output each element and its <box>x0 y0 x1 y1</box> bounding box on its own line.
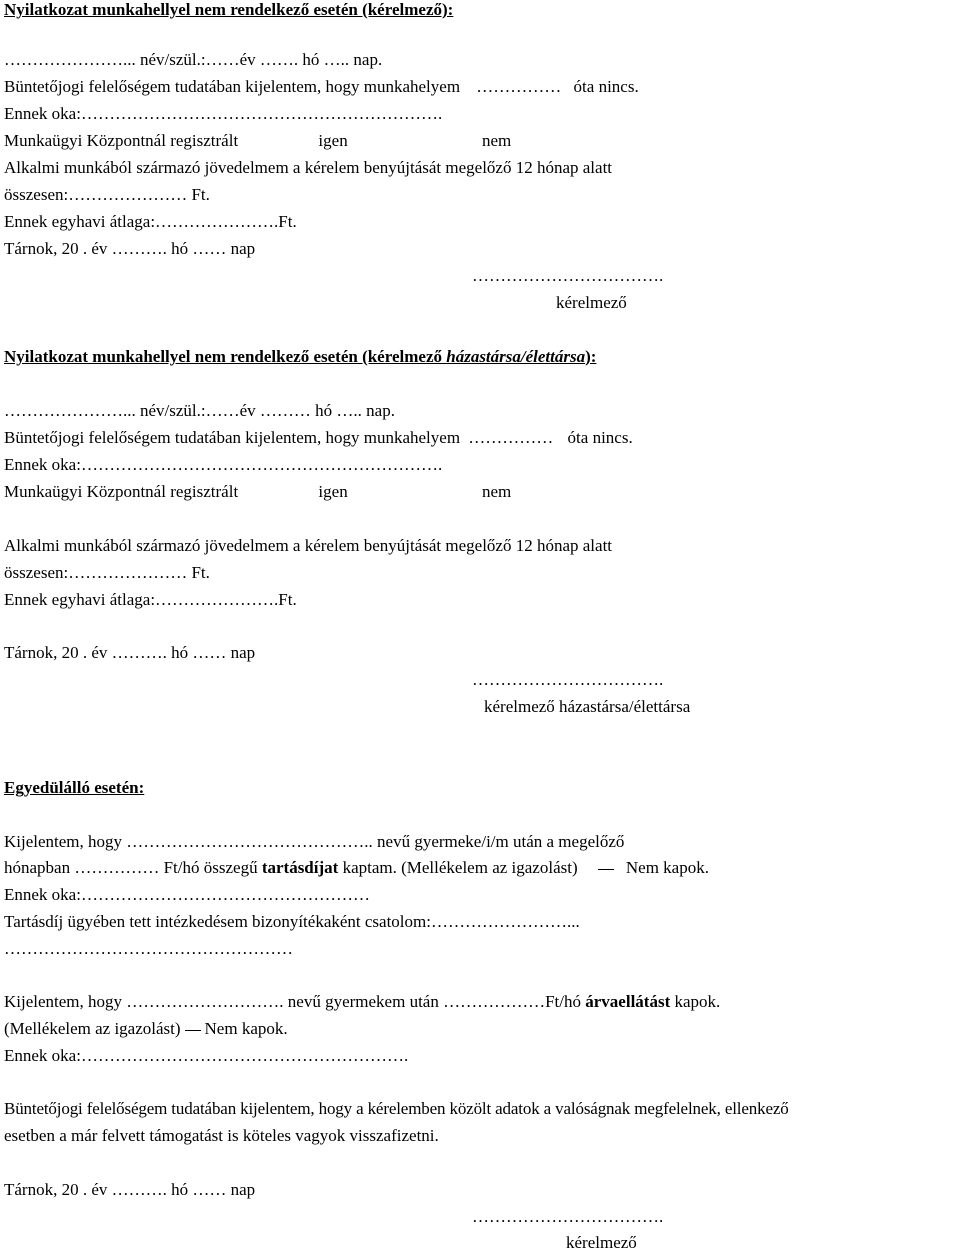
section2-reason-line: Ennek oka:………………………………………………………. <box>4 455 443 474</box>
section3-line7-text: (Mellékelem az igazolást) <box>4 1019 181 1038</box>
section3-line8: Ennek oka:…………………………………………………. <box>4 1046 409 1065</box>
section3-line6-text: Kijelentem, hogy ………………………. nevű gyermekem után ………………Ft/hó <box>4 992 586 1011</box>
section2-registered-label: Munkaügyi Központnál regisztrált <box>4 482 239 501</box>
section3-line1: Kijelentem, hogy …………………………………….. nevű gyermeke/i/m után a megelőző <box>4 832 625 851</box>
section3-signature-label: kérelmező <box>566 1233 637 1252</box>
section1-registered-no: nem <box>481 131 512 150</box>
section3-line3: Ennek oka:…………………………………………… <box>4 885 370 904</box>
section1-total-line: összesen:………………… Ft. <box>4 185 210 204</box>
section1-criminal-text: Büntetőjogi felelőségem tudatában kijelentem, hogy munkahelyem <box>4 77 461 96</box>
section2-name-line: …………………... név/szül.:……év ……… hó ….. nap. <box>4 401 395 420</box>
section3-line6-bold: árvaellátást <box>585 992 671 1011</box>
section1-reason-line: Ennek oka:………………………………………………………. <box>4 104 443 123</box>
section3-line4: Tartásdíj ügyében tett intézkedésem bizonyítékaként csatolom:……………………... <box>4 912 580 931</box>
section3-line6 <box>4 992 720 1012</box>
section1-average-line: Ennek egyhavi átlaga:………………….Ft. <box>4 212 297 231</box>
section2-heading-text: Nyilatkozat munkahellyel nem rendelkező esetén (kérelmező <box>4 347 447 366</box>
section2-heading-italic: házastársa/élettársa <box>446 347 586 366</box>
section3-line6-end: kapok. <box>670 992 721 1011</box>
section1-signature-dots: ……………………………. <box>472 266 664 285</box>
section1-registered-line <box>4 131 511 151</box>
section3-line9: Büntetőjogi felelőségem tudatában kijelentem, hogy a kérelemben közölt adatok a valóságnak megfelelnek, ellenkező <box>4 1099 789 1118</box>
section2-criminal-line <box>4 428 633 448</box>
section2-registered-line <box>4 482 511 502</box>
section1-place-date: Tárnok, 20 . év ………. hó …… nap <box>4 239 256 258</box>
section3-place-date: Tárnok, 20 . év ………. hó …… nap <box>4 1180 256 1199</box>
section1-registered-label: Munkaügyi Központnál regisztrált <box>4 131 239 150</box>
section2-criminal-text: Büntetőjogi felelőségem tudatában kijelentem, hogy munkahelyem <box>4 428 461 447</box>
section3-line2 <box>4 858 709 878</box>
section2-registered-yes: igen <box>318 482 348 501</box>
dash-mark <box>185 1030 201 1031</box>
section1-registered-yes: igen <box>318 131 348 150</box>
section2-heading <box>4 347 596 367</box>
section2-heading-end: ): <box>585 347 597 366</box>
section3-line10: esetben a már felvett támogatást is köteles vagyok visszafizetni. <box>4 1126 439 1145</box>
section3-line2-bold: tartásdíjat <box>261 858 339 877</box>
section2-place-date: Tárnok, 20 . év ………. hó …… nap <box>4 643 256 662</box>
section2-average-line: Ennek egyhavi átlaga:………………….Ft. <box>4 590 297 609</box>
section1-criminal-line <box>4 77 639 97</box>
section1-income-line: Alkalmi munkából származó jövedelmem a kérelem benyújtását megelőző 12 hónap alatt <box>4 158 613 177</box>
section2-income-line: Alkalmi munkából származó jövedelmem a kérelem benyújtását megelőző 12 hónap alatt <box>4 536 613 555</box>
section2-signature-dots: ……………………………. <box>472 670 664 689</box>
section3-heading: Egyedülálló esetén: <box>4 778 145 797</box>
section2-total-line: összesen:………………… Ft. <box>4 563 210 582</box>
section1-criminal-dots: …………… <box>476 77 562 96</box>
section3-signature-dots: ……………………………. <box>472 1207 664 1226</box>
section3-line5: …………………………………………… <box>4 939 293 958</box>
section1-heading: Nyilatkozat munkahellyel nem rendelkező esetén (kérelmező): <box>4 0 454 19</box>
section1-criminal-end: óta nincs. <box>573 77 639 96</box>
section3-line2-text: hónapban …………… Ft/hó összegű <box>4 858 262 877</box>
section3-line7-nem: Nem kapok. <box>204 1019 288 1038</box>
section3-line2-nem: Nem kapok. <box>625 858 709 877</box>
section2-criminal-end: óta nincs. <box>567 428 633 447</box>
dash-mark <box>598 869 614 870</box>
section2-criminal-dots: …………… <box>468 428 554 447</box>
section3-line2-end: kaptam. (Mellékelem az igazolást) <box>338 858 578 877</box>
form-page <box>4 0 958 1250</box>
section3-line7 <box>4 1019 288 1039</box>
section2-registered-no: nem <box>481 482 512 501</box>
section1-name-line: …………………... név/szül.:……év ……. hó ….. nap. <box>4 50 383 69</box>
section1-signature-label: kérelmező <box>556 293 627 312</box>
section2-signature-label: kérelmező házastársa/élettársa <box>484 697 691 716</box>
